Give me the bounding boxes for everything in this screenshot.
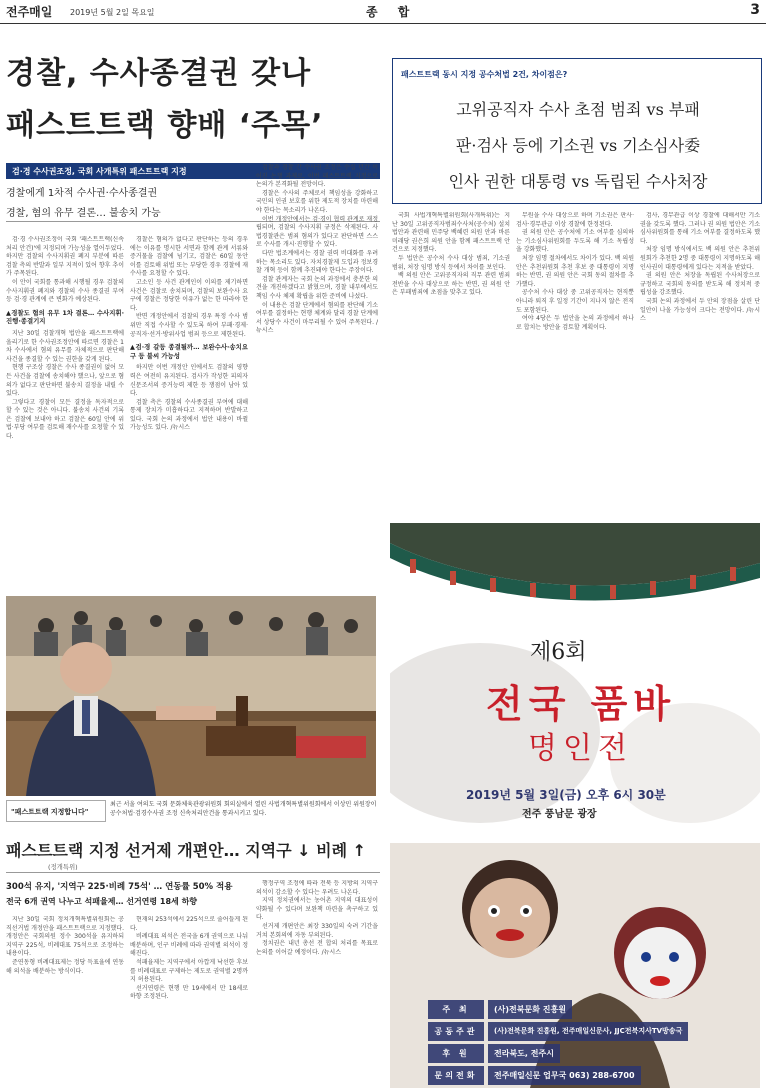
article-column <box>640 212 760 512</box>
paragraph: 고소인 등 사건 관계인이 이의를 제기하면 사건은 검찰로 송치되며, 검찰의 보완수사 요구에 경찰은 정당한 이유가 없는 한 따라야 한다. <box>130 278 248 312</box>
poster-title-line2: 명인전 <box>528 731 633 766</box>
poster-info-row <box>428 1066 760 1085</box>
paragraph: 정치권은 내년 총선 전 합의 처리를 목표로 논의를 이어갈 예정이다. /뉴시스 <box>256 940 378 956</box>
paragraph: 이번 개정안에서는 검·경이 협력 관계로 재정립되며, 검찰의 수사지휘 규정은 삭제된다. 사법경찰관은 범죄 혐의가 있다고 판단하면 스스로 수사를 개시·진행할 수 있다. <box>256 215 378 249</box>
article-headline: 패스트트랙 지정 선거제 개편안… 지역구 ↓ 비례 ↑ <box>6 841 367 860</box>
section-name: 종 합 <box>366 5 418 19</box>
paragraph: 현행 구조상 경찰은 수사 종결권이 없어 모든 사건을 검찰에 송치해야 했으나, 앞으로 혐의가 없다고 판단하면 불송치 결정을 내릴 수 있다. <box>6 364 124 398</box>
article-column <box>6 916 124 1088</box>
paragraph: 현재의 253석에서 225석으로 줄어들게 된다. <box>130 916 248 932</box>
paragraph: 지난 30일 검찰개혁 법안을 패스트트랙에 올리기로 한 수사권조정안에 따르면 경찰은 1차 수사에서 혐의 유무를 자체적으로 판단해 사건을 종결할 수 있는 권한을 갖게 된다. <box>6 329 124 363</box>
main-headline <box>6 48 376 152</box>
paragraph: 하지만 이번 개정안 인에서도 검찰의 영향력은 여전히 유지된다. 검사가 작성한 피의자신문조서의 증거능력 제한 등 쟁점이 남아 있다. <box>130 364 248 398</box>
info-value: (사)전북문화 진흥원, 전주매일신문사, JJC전북지사TV방송국 <box>488 1022 688 1041</box>
paragraph: 검찰 측은 경찰의 수사종결권 부여에 대해 통제 장치가 미흡하다고 지적하며 반발하고 있다. 국회 논의 과정에서 법안 내용이 바뀔 가능성도 있다. /뉴시스 <box>130 398 248 432</box>
paragraph: 무원을 수사 대상으로 하며 기소권은 판사·검사·경무관급 이상 경찰에 한정된다. <box>516 212 634 228</box>
poster-title-line1: 전국 품바 <box>486 681 677 726</box>
article-column <box>6 236 124 586</box>
photo-illustration <box>6 596 376 796</box>
paragraph: 권 의원 안은 처장을 독립된 수사처장으로 규정하고 국회의 동의를 받도록 해 정치적 중립성을 강조했다. <box>640 272 760 297</box>
poster-info-row <box>428 1022 760 1041</box>
article-column <box>130 916 248 1088</box>
paragraph: 국회 논의 과정에서 두 안의 장점을 살린 단일안이 나올 가능성이 크다는 전망이다. /뉴시스 <box>640 297 760 323</box>
paragraph: 검·경 수사권조정이 국회 '패스트트랙(신속처리 안건)'에 지정되며 가능성을 열어두었다. 하지만 검찰의 수사지휘권 폐지 부분에 따른 검찰 측의 반발과 일부 지적이 있어 향후 추이가 주목된다. <box>6 236 124 278</box>
paragraph: 그렇다고 경찰이 모든 결정을 독자적으로 할 수 있는 것은 아니다. 불송치 사건의 기록은 검찰에 보내야 하고 검찰은 60일 안에 위법·부당 여부를 검토해 재수사를 요청할 수 있다. <box>6 398 124 441</box>
section-subhead: ▲경찰도 혐의 유무 1차 결론… 수사지휘·진행·종결기지 <box>6 308 124 326</box>
divider <box>6 872 380 873</box>
paragraph: 경찰은 수사의 주체로서 책임성을 강화하고 국민의 인권 보호를 위한 제도적 장치를 마련해야 한다는 목소리가 나온다. <box>256 189 378 214</box>
paragraph: 이 내용은 검찰 단계에서 혐의를 판단해 기소 여부를 결정하는 현행 체계와 달리 경찰 단계에서 상당수 사건이 마무리될 수 있어 주목된다. /뉴시스 <box>256 301 378 335</box>
pull-quote-box <box>392 58 762 204</box>
info-key: 문의전화 <box>428 1066 484 1085</box>
paragraph: 공수처 수사 대상 중 고위공직자는 현직뿐 아니라 퇴직 후 일정 기간이 지나지 않은 전직도 포함된다. <box>516 289 634 314</box>
main-headline-line1: 경찰, 수사종결권 갖나 <box>6 56 312 91</box>
main-headline-line2: 패스트트랙 향배 ‘주목’ <box>6 108 324 143</box>
byline: (정개특위) <box>48 863 78 871</box>
comparison-line: 고위공직자 수사 초점 범죄 vs 부패 <box>456 100 700 119</box>
paragraph: 지난 30일 국회 정치개혁특별위원회는 공직선거법 개정안을 패스트트랙으로 지정했다. 개정안은 국회의원 정수 300석을 유지하되 지역구 225석, 비례대표 75석으로 조정하는 내용이다. <box>6 916 124 958</box>
comparison-line: 판·검사 등에 기소권 vs 기소심사委 <box>455 136 701 155</box>
article-column <box>256 164 378 586</box>
paragraph: 두 법안은 공수처 수사 대상 범죄, 기소권 범위, 처장 임명 방식 등에서 차이를 보인다. <box>392 254 510 271</box>
poster-info-row <box>428 1000 760 1019</box>
paragraph: 국회 사법개혁특별위원회(사개특위)는 지난 30일 고위공직자범죄수사처(공수처) 설치 법안과 관련해 민주당 백혜련 의원 안과 바른미래당 권은희 의원 안을 함께 패스트트랙 안건으로 지정했다. <box>392 212 510 254</box>
article-subheadline: 경찰에게 1차적 수사권·수사종결권 <box>6 188 158 199</box>
event-poster-ad <box>390 523 760 1088</box>
info-value: 전주매일신문 업무국 063) 288-6700 <box>488 1066 641 1085</box>
paragraph: 선거연령은 현행 만 19세에서 만 18세로 하향 조정된다. <box>130 984 248 1001</box>
paragraph: 석패율제는 지역구에서 아깝게 낙선한 후보를 비례대표로 구제하는 제도로 권역별 2명까지 허용된다. <box>130 958 248 984</box>
box-label: 패스트트랙 동시 지정 공수처법 2건, 차이점은? <box>401 70 568 79</box>
paragraph: 지역 정치권에서는 농어촌 지역의 대표성이 약화될 수 있다며 보완책 마련을 촉구하고 있다. <box>256 897 378 922</box>
article-column <box>516 212 634 512</box>
info-key: 공동주관 <box>428 1022 484 1041</box>
article-subheadline: 300석 유지, '지역구 225·비례 75석' … 연동률 50% 적용 <box>6 882 233 892</box>
article-column <box>256 880 378 1088</box>
comparison-line: 인사 권한 대통령 vs 독립된 수사처장 <box>448 172 708 191</box>
paragraph: 권 의원 안은 공수처에 기소 여부를 심의하는 기소심사위원회를 두도록 해 기소 독립성을 강화했다. <box>516 229 634 254</box>
poster-datetime: 2019년 5월 3일(금) 오후 6시 30분 <box>466 788 666 802</box>
article-subheadline-2: 전국 6개 권역 나누고 석패율제… 선거연령 18세 하향 <box>6 897 198 906</box>
poster-edition: 제6회 <box>530 640 587 665</box>
paragraph: 행정구역 조정에 따라 전북 등 지방의 지역구 의석이 감소할 수 있다는 우려도 나온다. <box>256 880 378 896</box>
info-key: 후 원 <box>428 1044 484 1063</box>
photo-caption: 최근 서울 여의도 국회 문화체육관광위원회 회의실에서 열린 사법개혁특별위원회에서 이상민 위원장이 공수처법·검경수사권 조정 신속처리안건을 통과시키고 있다. <box>110 801 377 817</box>
page-header <box>0 0 766 24</box>
paragraph: 여야 4당은 두 법안을 논의 과정에서 하나로 합치는 방안을 검토할 계획이다. <box>516 315 634 331</box>
paragraph: 검사, 경무관급 이상 경찰에 대해서만 기소권을 갖도록 했다. 그러나 권 의원 법안은 기소심사위원회를 통해 기소 여부를 결정하도록 했다. <box>640 212 760 245</box>
paragraph: 이 안이 국회를 통과해 시행될 경우 검찰의 수사지휘권 폐지와 경찰의 수사 종결권 부여 등 검·경 관계에 큰 변화가 예상된다. <box>6 278 124 304</box>
paragraph: 반면 개정안에서 검찰의 경우 특정 수사 범위만 직접 수사할 수 있도록 하여 부패·경제·공직자·선거·방위사업 범죄 등으로 제한된다. <box>130 313 248 338</box>
paragraph: 검찰 관계자는 국회 논의 과정에서 충분한 의견을 개진하겠다고 밝혔으며, 경찰 내부에서도 책임 수사 체제 확립을 위한 준비에 나섰다. <box>256 275 378 300</box>
page-number: 3 <box>750 2 760 18</box>
paragraph: 준연동형 비례대표제는 정당 득표율에 연동해 의석을 배분하는 방식이다. <box>6 958 124 975</box>
info-value: 전라북도, 전주시 <box>488 1044 560 1063</box>
info-value: (사)전북문화 진흥원 <box>488 1000 572 1019</box>
article-column <box>392 212 510 512</box>
section-subhead: ▲검·경 갈등 종결될까… 보완수사·송치요구 등 불씨 가능성 <box>130 343 248 360</box>
issue-date: 2019년 5월 2일 목요일 <box>70 8 155 17</box>
paragraph: 처장 임명 절차에서도 차이가 있다. 백 의원 안은 추천위원회 추천 후보 중 대통령이 지명하는 반면, 권 의원 안은 국회 동의 절차를 추가했다. <box>516 254 634 288</box>
poster-venue: 전주 풍남문 광장 <box>522 809 597 820</box>
photo-caption-label: "패스트트랙 지정합니다" <box>6 800 106 822</box>
paragraph: 비례대표 의석은 전국을 6개 권역으로 나눠 배분하며, 인구 비례에 따라 권역별 의석이 정해진다. <box>130 933 248 958</box>
paragraph: 다만 법조계에서는 경찰 권력 비대화를 우려하는 목소리도 있다. 자치경찰제 도입과 정보경찰 개혁 등이 함께 추진돼야 한다는 주장이다. <box>256 249 378 275</box>
paragraph: 선거제 개편안은 최장 330일의 숙려 기간을 거쳐 본회의에 자동 부의된다. <box>256 922 378 939</box>
article-subheadline-2: 경찰, 혐의 유무 결론… 불송치 가능 <box>6 208 161 219</box>
article-column <box>130 236 248 586</box>
news-photo <box>6 596 376 796</box>
paragraph: 처장 임명 방식에서도 백 의원 안은 추천위원회가 추천한 2명 중 대통령이 지명하도록 해 인사권이 대통령에게 있다는 지적을 받았다. <box>640 246 760 271</box>
article-tag-bar: 검·경 수사권조정, 국회 사개특위 패스트트랙 지정 <box>6 163 380 179</box>
paragraph: 경찰은 혐의가 없다고 판단하는 등의 경우에는 이유를 명시한 서면과 함께 관계 서류와 증거물을 검찰에 넘기고, 검찰은 60일 동안 이를 검토해 위법 또는 부당한 경우 경찰에 재수사를 요청할 수 있다. <box>130 236 248 278</box>
newspaper-logo: 전주매일 <box>6 5 53 19</box>
info-key: 주 최 <box>428 1000 484 1019</box>
paragraph: 백 의원 안은 고위공직자의 직무 관련 범죄 전반을 수사 대상으로 하는 반면, 권 의원 안은 부패범죄에 초점을 맞추고 있다. <box>392 272 510 297</box>
paragraph: 검찰과 경찰 간 수사권 조정은 수십 년간 이어진 논쟁 과제로, 이번 패스트트랙 지정으로 논의가 본격화될 전망이다. <box>256 164 378 189</box>
poster-info-row <box>428 1044 760 1063</box>
